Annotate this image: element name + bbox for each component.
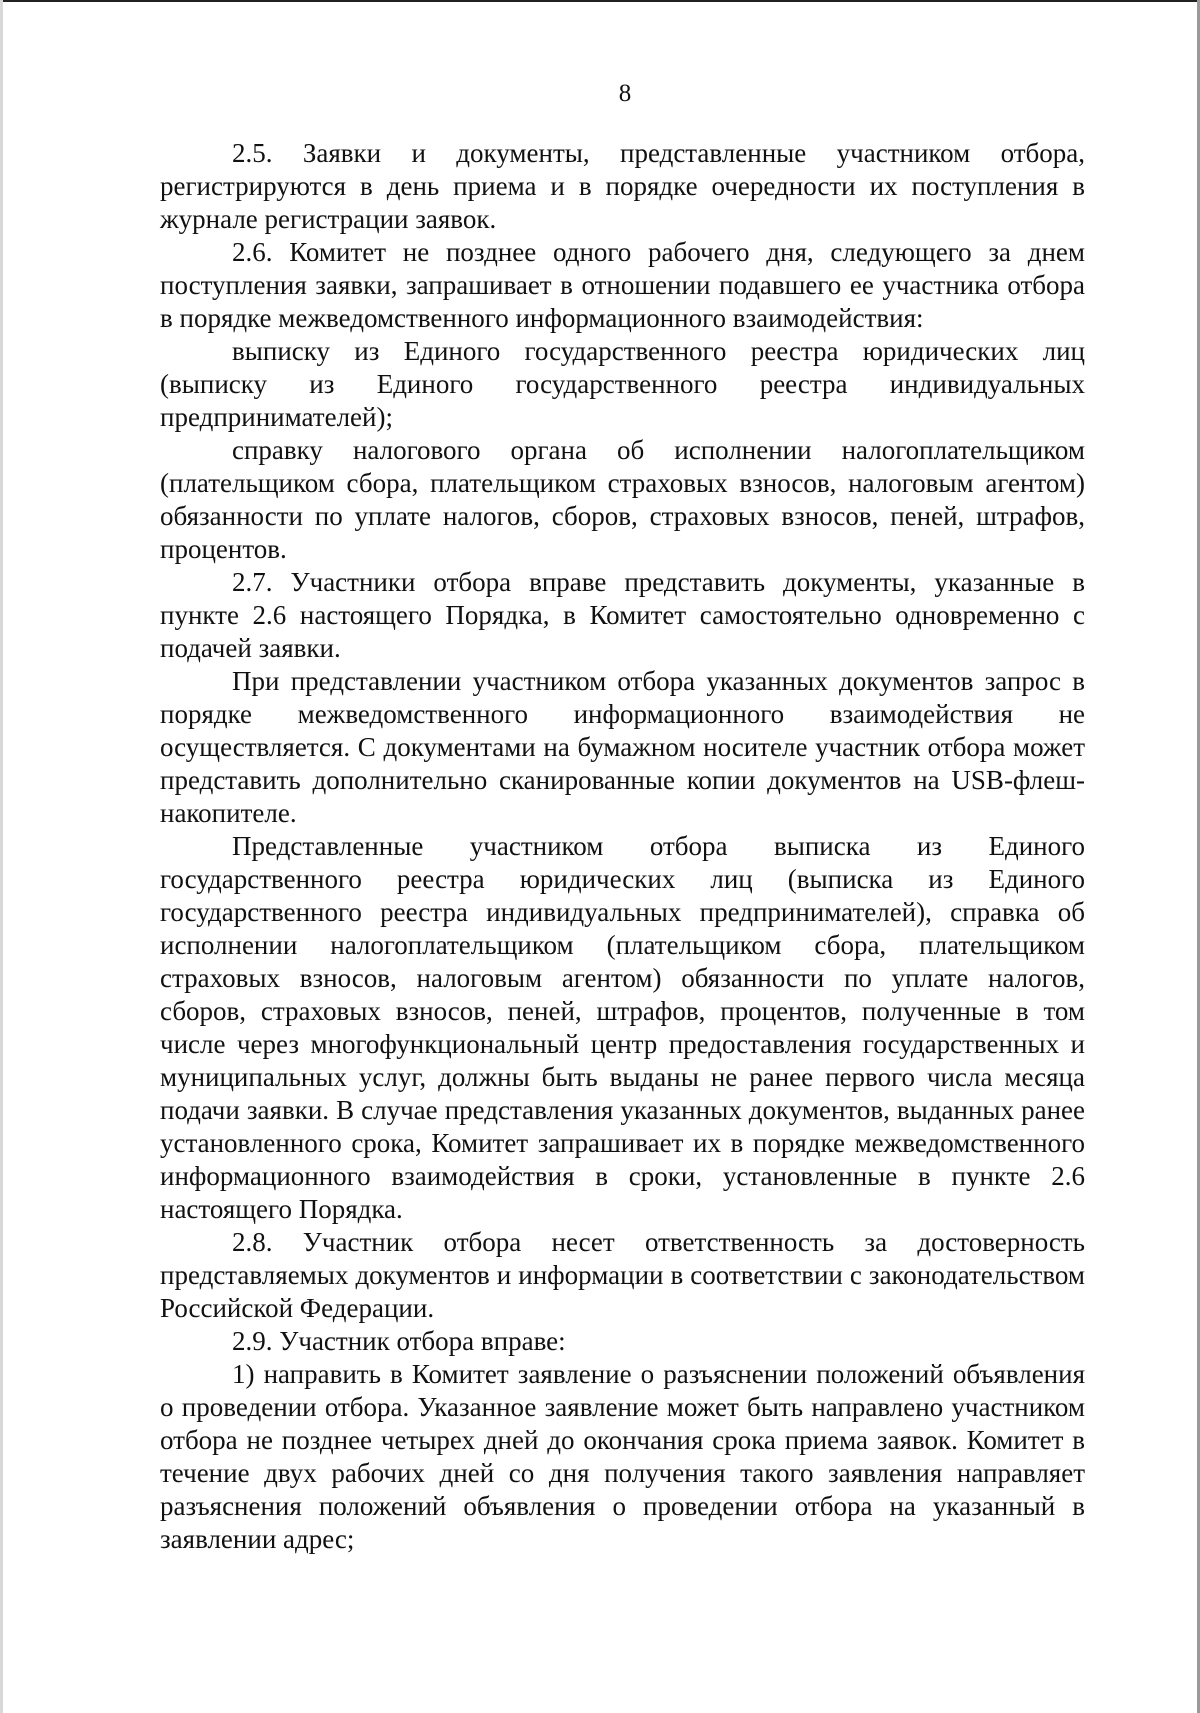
paragraph-2-9: 2.9. Участник отбора вправе: [232, 1326, 566, 1356]
paragraph-2-9-item-1: 1) направить в Комитет заявление о разъяснении положений объявления о проведении отбора. Указанное заявление может быть направлено участником отбора не позднее четырех дней до окончания срока приема заявок. Комитет в течение двух рабочих дней со дня получения такого заявления направляет разъяснения положений объявления о проведении отбора на указанный в заявлении адрес; [160, 1359, 1085, 1554]
scan-top-edge [0, 0, 1200, 2]
scan-left-edge [0, 0, 3, 1713]
page-number: 8 [618, 80, 632, 107]
paragraph-interagency-request: При представлении участником отбора указанных документов запрос в порядке межведомственного информационного взаимодействия не осуществляется. С документами на бумажном носителе участник отбора может представить дополнительно сканированные копии документов на USB-флеш-накопителе. [160, 666, 1085, 828]
paragraph-egrul-extract: выписку из Единого государственного реестра юридических лиц (выписку из Единого государственного реестра индивидуальных предпринимателей); [160, 336, 1085, 432]
paragraph-2-7: 2.7. Участники отбора вправе представить документы, указанные в пункте 2.6 настоящего Порядка, в Комитет самостоятельно одновременно с подачей заявки. [160, 567, 1085, 663]
paragraph-submitted-documents: Представленные участником отбора выписка из Единого государственного реестра юридических лиц (выписка из Единого государственного реестра индивидуальных предпринимателей), справка об исполнении налогоплательщиком (плательщиком сбора, плательщиком страховых взносов, налоговым агентом) обязанности по уплате налогов, сборов, страховых взносов, пеней, штрафов, процентов, полученные в том числе через многофункциональный центр предоставления государственных и муниципальных услуг, должны быть выданы не ранее первого числа месяца подачи заявки. В случае представления указанных документов, выданных ранее установленного срока, Комитет запрашивает их в порядке межведомственного информационного взаимодействия в сроки, установленные в пункте 2.6 настоящего Порядка. [160, 831, 1085, 1224]
paragraph-tax-certificate: справку налогового органа об исполнении налогоплательщиком (плательщиком сбора, плательщиком страховых взносов, налоговым агентом) обязанности по уплате налогов, сборов, страховых взносов, пеней, штрафов, процентов. [160, 435, 1085, 564]
paragraph-2-5: 2.5. Заявки и документы, представленные участником отбора, регистрируются в день приема и в порядке очередности их поступления в журнале регистрации заявок. [160, 138, 1085, 234]
document-body [160, 137, 1085, 1556]
paragraph-2-6: 2.6. Комитет не позднее одного рабочего дня, следующего за днем поступления заявки, запрашивает в отношении подавшего ее участника отбора в порядке межведомственного информационного взаимодействия: [160, 237, 1085, 333]
paragraph-2-8: 2.8. Участник отбора несет ответственность за достоверность представляемых документов и информации в соответствии с законодательством Российской Федерации. [160, 1227, 1085, 1323]
